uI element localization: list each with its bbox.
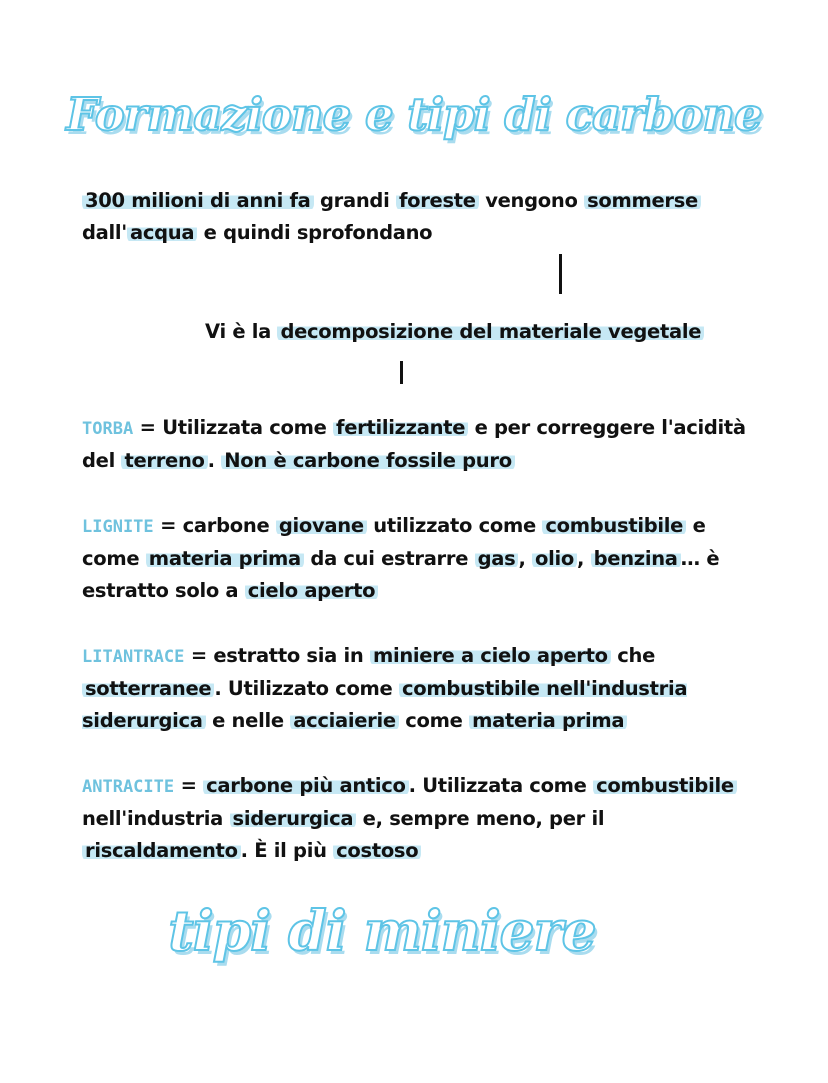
highlight: combustibile — [542, 514, 686, 537]
antracite-paragraph — [82, 770, 747, 867]
page-title: Formazione e tipi di carbone — [66, 88, 762, 141]
text: e, sempre meno, per il — [356, 807, 605, 830]
highlight: siderurgica — [230, 807, 357, 830]
highlight: olio — [532, 547, 577, 570]
litantrace-paragraph — [82, 640, 747, 737]
text: utilizzato come — [366, 514, 543, 537]
connector-line — [559, 254, 562, 294]
text: = Utilizzata come — [133, 416, 334, 439]
text: , — [518, 547, 533, 570]
highlight: 300 milioni di anni fa — [82, 189, 314, 212]
text: e nelle — [205, 709, 291, 732]
highlight: acciaierie — [290, 709, 399, 732]
text: vengono — [478, 189, 585, 212]
highlight: acqua — [127, 221, 197, 244]
highlight: combustibile — [593, 774, 737, 797]
text: = — [174, 774, 204, 797]
text: e quindi sprofondano — [197, 221, 433, 244]
text: . Utilizzato come — [214, 677, 399, 700]
highlight: gas — [475, 547, 519, 570]
text: che — [610, 644, 655, 667]
term-litantrace: LITANTRACE — [82, 647, 185, 667]
highlight: sotterranee — [82, 677, 214, 700]
text: = estratto sia in — [184, 644, 370, 667]
text: . Utilizzata come — [408, 774, 594, 797]
text: come — [398, 709, 470, 732]
text: . È il più — [240, 839, 334, 862]
text: da cui estrarre — [303, 547, 475, 570]
highlight: fertilizzante — [333, 416, 468, 439]
highlight: sommerse — [584, 189, 701, 212]
text: … è estratto solo a — [82, 547, 720, 602]
highlight: carbone più antico — [203, 774, 409, 797]
term-antracite: ANTRACITE — [82, 777, 175, 797]
term-lignite: LIGNITE — [82, 517, 154, 537]
connector-line — [400, 361, 403, 384]
decomposition-paragraph — [205, 316, 745, 348]
text: Vi è la — [205, 320, 278, 343]
highlight: giovane — [276, 514, 367, 537]
highlight: materia prima — [469, 709, 627, 732]
text: . — [207, 449, 222, 472]
intro-paragraph — [82, 185, 747, 249]
highlight: riscaldamento — [82, 839, 241, 862]
text: , — [577, 547, 591, 570]
torba-paragraph — [82, 412, 747, 477]
highlight: terreno — [121, 449, 207, 472]
highlight: miniere a cielo aperto — [370, 644, 611, 667]
highlight: decomposizione del materiale vegetale — [277, 320, 704, 343]
text: e come — [82, 514, 706, 570]
highlight: foreste — [396, 189, 479, 212]
highlight: combustibile nell'industria siderurgica — [82, 677, 688, 732]
lignite-paragraph — [82, 510, 747, 607]
text: grandi — [313, 189, 396, 212]
term-torba: TORBA — [82, 419, 134, 439]
text: e per correggere l'acidità del — [82, 416, 746, 472]
highlight: cielo aperto — [245, 579, 378, 602]
highlight: Non è carbone fossile puro — [221, 449, 515, 472]
text: nell'industria — [82, 807, 230, 830]
highlight: costoso — [333, 839, 421, 862]
text: = carbone — [153, 514, 276, 537]
section-title: tipi di miniere — [168, 898, 596, 963]
highlight: materia prima — [146, 547, 304, 570]
highlight: benzina — [591, 547, 681, 570]
text: dall' — [82, 221, 127, 244]
